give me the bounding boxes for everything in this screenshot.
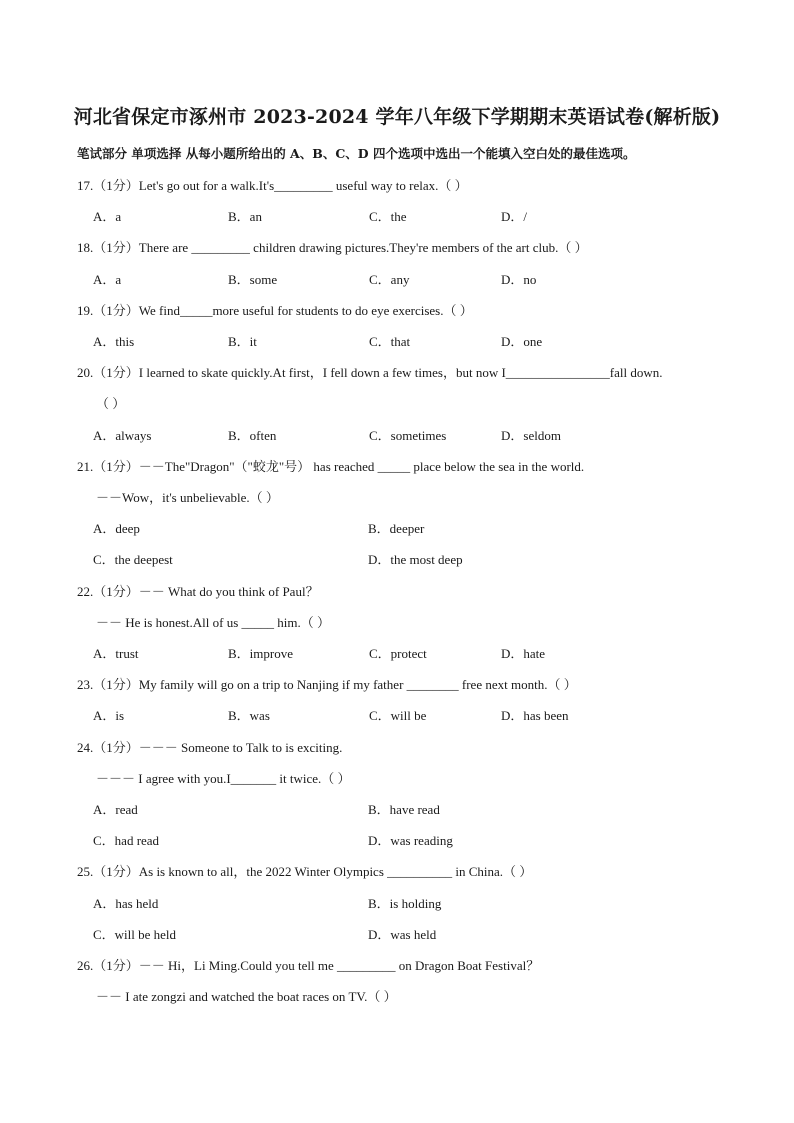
question-20-stem: 20.（1分）I learned to skate quickly.At first，I fell down a few times，but now I________________fall down. (77, 365, 663, 380)
q23-option-b: B．was (228, 708, 270, 723)
question-17-stem: 17.（1分）Let's go out for a walk.It's_________ useful way to relax.（ ） (77, 178, 468, 193)
q24-option-a: A．read (93, 802, 138, 817)
q18-option-d: D．no (501, 272, 537, 287)
q23-option-a: A．is (93, 708, 125, 723)
question-22-stem-cont: －－ He is honest.All of us _____ him.（ ） (96, 615, 330, 630)
q23-option-d: D．has been (501, 708, 569, 723)
page-title: 河北省保定市涿州市 2023-2024 学年八年级下学期期末英语试卷(解析版) (73, 106, 721, 128)
q23-option-c: C．will be (369, 708, 427, 723)
q25-option-a: A．has held (93, 896, 159, 911)
q20-option-a: A．always (93, 428, 152, 443)
q22-option-a: A．trust (93, 646, 139, 661)
q19-option-c: C．that (369, 334, 411, 349)
question-21-stem-cont: －－Wow，it's unbelievable.（ ） (96, 490, 279, 505)
question-24-stem: 24.（1分）－－－ Someone to Talk to is exciting. (77, 740, 343, 755)
q19-option-d: D．one (501, 334, 543, 349)
q22-option-d: D．hate (501, 646, 546, 661)
q25-option-c: C．will be held (93, 927, 177, 942)
q20-option-d: D．seldom (501, 428, 561, 443)
q17-option-b: B．an (228, 209, 262, 224)
q19-option-a: A．this (93, 334, 135, 349)
q20-option-b: B．often (228, 428, 277, 443)
question-23-stem: 23.（1分）My family will go on a trip to Nanjing if my father ________ free next month.（ ） (77, 677, 577, 692)
question-26-stem: 26.（1分）－－ Hi，Li Ming.Could you tell me _________ on Dragon Boat Festival？ (77, 958, 540, 973)
q17-option-a: A．a (93, 209, 122, 224)
question-24-stem-cont: －－－ I agree with you.I_______ it twice.（ ） (96, 771, 351, 786)
question-26-stem-cont: －－ I ate zongzi and watched the boat races on TV.（ ） (96, 989, 397, 1004)
q24-option-c: C．had read (93, 833, 160, 848)
q17-option-d: D．/ (501, 209, 528, 224)
q21-option-c: C．the deepest (93, 552, 173, 567)
q24-option-d: D．was reading (368, 833, 453, 848)
q21-option-b: B．deeper (368, 521, 425, 536)
q20-option-c: C．sometimes (369, 428, 447, 443)
q18-option-a: A．a (93, 272, 122, 287)
q18-option-b: B．some (228, 272, 278, 287)
question-21-stem: 21.（1分）－－The"Dragon"（"蛟龙"号） has reached _____ place below the sea in the world. (77, 459, 585, 474)
q24-option-b: B．have read (368, 802, 440, 817)
q22-option-b: B．improve (228, 646, 293, 661)
q22-option-c: C．protect (369, 646, 427, 661)
q18-option-c: C．any (369, 272, 410, 287)
question-19-stem: 19.（1分）We find_____more useful for students to do eye exercises.（ ） (77, 303, 473, 318)
q25-option-b: B．is holding (368, 896, 442, 911)
q17-option-c: C．the (369, 209, 407, 224)
section-instruction: 笔试部分 单项选择 从每小题所给出的 A、B、C、D 四个选项中选出一个能填入空白处的最佳选项。 (77, 146, 636, 161)
question-18-stem: 18.（1分）There are _________ children drawing pictures.They're members of the art club.（ ） (77, 240, 588, 255)
q19-option-b: B．it (228, 334, 257, 349)
q25-option-d: D．was held (368, 927, 437, 942)
question-25-stem: 25.（1分）As is known to all，the 2022 Winter Olympics __________ in China.（ ） (77, 864, 533, 879)
question-20-stem-cont: （ ） (96, 396, 126, 411)
question-22-stem: 22.（1分）－－ What do you think of Paul？ (77, 584, 319, 599)
q21-option-d: D．the most deep (368, 552, 463, 567)
q21-option-a: A．deep (93, 521, 140, 536)
